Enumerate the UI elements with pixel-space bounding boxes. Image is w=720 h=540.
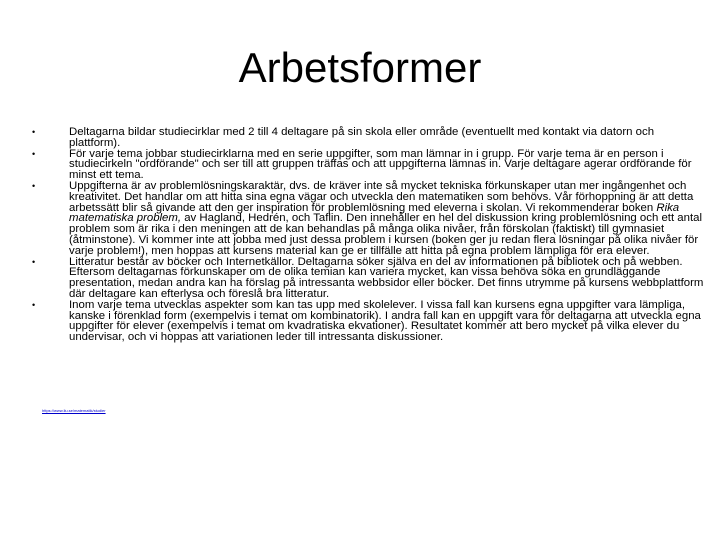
- bullet-text: Inom varje tema utvecklas aspekter som kan tas upp med skolelever. I vissa fall kan kursens egna uppgifter vara lämpliga, kanske i förenklad form (exempelvis i temat om kombinatorik). I andra fall kan en uppgift vara för deltagarna att utveckla egna uppgifter för elever (exempelvis i temat om kvadratiska ekvationer). Resultatet kommer att bero mycket på vilka elever du undervisar, och vi hoppas att variationen leder till intressanta diskussioner.: [69, 298, 701, 344]
- bullet-text-start: Uppgifterna är av problemlösningskaraktär, dvs. de kräver inte så mycket tekniska förkunskaper utan mer ingångenhet och kreativitet. Det handlar om att hitta sina egna vägar och utveckla den matematiken som behövs. Vår förhoppning är att detta arbetssätt blir så givande att den ger inspiration för problemlösning med eleverna i skolan. Vi rekommenderar boken: [69, 179, 694, 214]
- bullet-text: Deltagarna bildar studiecirklar med 2 till 4 deltagare på sin skola eller område (eventuellt med kontakt via datorn och plattform).: [69, 126, 655, 149]
- book-title: Rika matematiska problem,: [69, 201, 680, 225]
- slide-title: Arbetsformer: [238, 44, 482, 91]
- bullet-dot-icon: •: [32, 180, 36, 191]
- bullet-dot-icon: •: [32, 299, 36, 310]
- bullet-item: [28, 127, 708, 149]
- bullet-item: [28, 149, 708, 181]
- bullet-text: För varje tema jobbar studiecirklarna med en serie uppgifter, som man lämnar in i grupp. För varje tema är en person i studiecirkeln "ordförande" och ser till att gruppen träffas och att uppgifterna lämnas in. Varje deltagare agerar ordförande för minst ett tema.: [69, 147, 692, 182]
- bullet-dot-icon: •: [32, 127, 36, 137]
- bullet-item: [28, 257, 708, 300]
- bullet-text: Litteratur består av böcker och Internetkällor. Deltagarna söker själva en del av informationen på bibliotek och på webben. Eftersom deltagarnas förkunskaper om de olika temian kan variera mycket, kan vissa behöva söka en grundläggande presentation, medan andra kan ha förslag på intressanta webbsidor eller böcker. Det finns utrymme på kursens webbplattform där deltagare kan efterlysa och föreslå bra litteratur.: [69, 255, 704, 300]
- bullet-dot-icon: •: [32, 148, 36, 159]
- bullet-item: [28, 300, 708, 343]
- bullet-dot-icon: •: [32, 256, 36, 267]
- footer-link[interactable]: https://www.liu.se/matematik/studier: [42, 408, 106, 413]
- bullet-list: [28, 127, 708, 343]
- bullet-item: [28, 181, 708, 257]
- bullet-text-end: av Hagland, Hedrén, och Taflin. Den innehåller en hel del diskussion kring problemlösning och ett antal problem som är rika i den meningen att de kan behandlas på många olika nivåer, från förskolan (faktiskt) till gymnasiet (åtminstone). Vi kommer inte att jobba med just dessa problem i kursen (boken ger ju redan flera lösningar på olika nivåer för varje problem!), men hoppas att kursens material kan ge er tillfälle att hitta på egna problem lämpliga för era elever.: [69, 212, 702, 257]
